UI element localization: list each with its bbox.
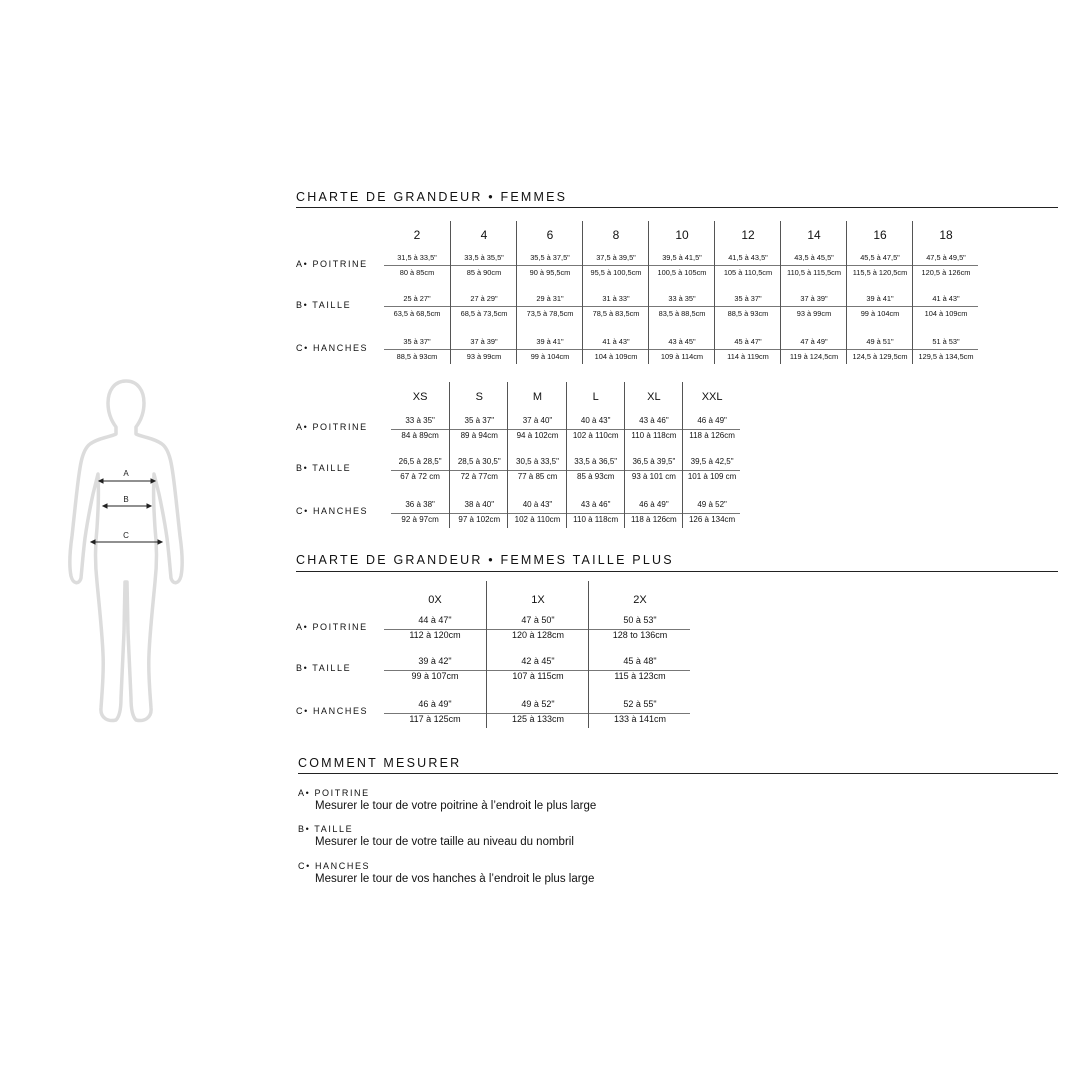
cell-cm: 77 à 85 cm — [517, 472, 558, 481]
cell-cm: 78,5 à 83,5cm — [592, 309, 640, 318]
size-column-xl — [624, 382, 683, 528]
section-title-comment-mesurer: COMMENT MESURER — [298, 756, 462, 770]
cell-inches: 31,5 à 33,5" — [397, 253, 437, 262]
cell-cm: 88,5 à 93cm — [396, 352, 438, 361]
size-header: L — [592, 391, 599, 403]
cell-cm: 101 à 109 cm — [687, 472, 737, 481]
cell-cm: 112 à 120cm — [409, 630, 461, 640]
cell-cm: 125 à 133cm — [511, 714, 565, 724]
row-label: C• HANCHES — [296, 506, 369, 516]
how-item-poitrine — [298, 788, 596, 812]
cell-cm: 104 à 109cm — [594, 352, 638, 361]
cell-cm: 120 à 128cm — [511, 630, 565, 640]
cell-cm: 110,5 à 115,5cm — [787, 268, 841, 277]
cell-cm: 118 à 126cm — [689, 431, 735, 440]
cell-inches: 46 à 49" — [418, 699, 452, 709]
size-column-l — [566, 382, 625, 528]
cell-cm: 109 à 114cm — [660, 352, 704, 361]
marker-a: A — [123, 469, 129, 478]
cell-cm: 92 à 97cm — [401, 515, 439, 524]
cell-cm: 97 à 102cm — [458, 515, 501, 524]
cell-cm: 93 à 99cm — [466, 352, 502, 361]
size-header: 6 — [546, 228, 554, 242]
cell-inches: 52 à 55" — [623, 699, 657, 709]
how-item-hanches — [298, 861, 594, 885]
size-table-numeric — [296, 221, 978, 364]
size-column-xs — [391, 382, 449, 528]
size-header: XXL — [701, 391, 723, 403]
cell-cm: 95,5 à 100,5cm — [590, 268, 642, 277]
row-label: C• HANCHES — [296, 706, 369, 716]
size-header: 2X — [633, 594, 647, 606]
cell-cm: 93 à 101 cm — [631, 472, 676, 481]
cell-inches: 36 à 38" — [405, 500, 435, 509]
cell-cm: 94 à 102cm — [516, 431, 559, 440]
cell-cm: 129,5 à 134,5cm — [918, 352, 974, 361]
size-column-1x — [486, 581, 589, 728]
cell-inches: 37,5 à 39,5" — [596, 253, 636, 262]
cell-inches: 35 à 37" — [734, 294, 762, 303]
cell-cm: 107 à 115cm — [512, 671, 564, 681]
cell-inches: 39,5 à 42,5" — [690, 457, 734, 466]
cell-inches: 49 à 52" — [521, 699, 555, 709]
cell-inches: 39 à 41" — [866, 294, 894, 303]
cell-cm: 115,5 à 120,5cm — [852, 268, 908, 277]
section-rule — [296, 207, 1058, 208]
cell-inches: 38 à 40" — [464, 500, 495, 509]
how-item-taille — [298, 824, 574, 848]
cell-cm: 128 to 136cm — [612, 630, 668, 640]
cell-inches: 33 à 35" — [405, 416, 435, 425]
size-header: XL — [647, 391, 661, 403]
cell-cm: 99 à 107cm — [411, 671, 459, 681]
cell-inches: 45 à 47" — [734, 337, 762, 346]
marker-b: B — [123, 495, 129, 504]
cell-inches: 50 à 53" — [623, 615, 657, 625]
cell-inches: 43 à 46" — [639, 416, 669, 425]
cell-cm: 119 à 124,5cm — [789, 352, 839, 361]
row-label: B• TAILLE — [296, 300, 352, 310]
how-label: A• POITRINE — [298, 788, 370, 798]
body-silhouette-icon — [66, 378, 186, 726]
cell-cm: 80 à 85cm — [399, 268, 435, 277]
cell-inches: 35 à 37" — [464, 416, 495, 425]
cell-inches: 41,5 à 43,5" — [728, 253, 768, 262]
silhouette-outline — [70, 381, 182, 721]
size-header: XS — [412, 391, 428, 403]
cell-inches: 33,5 à 36,5" — [574, 457, 618, 466]
cell-cm: 67 à 72 cm — [400, 472, 440, 481]
cell-inches: 42 à 45" — [521, 656, 555, 666]
cell-cm: 115 à 123cm — [614, 671, 666, 681]
size-header: 16 — [873, 228, 887, 242]
size-header: 0X — [428, 594, 442, 606]
cell-inches: 41 à 43" — [932, 294, 960, 303]
cell-cm: 124,5 à 129,5cm — [852, 352, 908, 361]
cell-inches: 39 à 41" — [536, 337, 564, 346]
cell-inches: 43 à 46" — [580, 500, 611, 509]
cell-cm: 73,5 à 78,5cm — [526, 309, 574, 318]
cell-inches: 43,5 à 45,5" — [794, 253, 834, 262]
cell-cm: 100,5 à 105cm — [657, 268, 707, 277]
cell-inches: 31 à 33" — [602, 294, 630, 303]
cell-inches: 51 à 53" — [932, 337, 960, 346]
size-header: 18 — [939, 228, 953, 242]
cell-inches: 33 à 35" — [668, 294, 696, 303]
size-column-xxl — [682, 382, 741, 528]
cell-inches: 36,5 à 39,5" — [632, 457, 676, 466]
cell-inches: 40 à 43" — [580, 416, 611, 425]
cell-inches: 41 à 43" — [602, 337, 630, 346]
row-label: C• HANCHES — [296, 343, 369, 353]
cell-inches: 37 à 39" — [800, 294, 828, 303]
cell-inches: 47,5 à 49,5" — [926, 253, 966, 262]
how-label: B• TAILLE — [298, 824, 354, 834]
size-column-18 — [912, 221, 979, 364]
cell-inches: 26,5 à 28,5" — [398, 457, 442, 466]
cell-inches: 45 à 48" — [623, 656, 657, 666]
cell-cm: 83,5 à 88,5cm — [658, 309, 706, 318]
cell-cm: 90 à 95,5cm — [529, 268, 571, 277]
cell-cm: 99 à 104cm — [860, 309, 900, 318]
cell-cm: 117 à 125cm — [409, 714, 461, 724]
cell-cm: 133 à 141cm — [613, 714, 667, 724]
size-column-12 — [714, 221, 781, 364]
size-table-letter — [296, 382, 740, 528]
cell-cm: 120,5 à 126cm — [921, 268, 971, 277]
row-label: B• TAILLE — [296, 663, 352, 673]
cell-inches: 28,5 à 30,5" — [457, 457, 501, 466]
cell-cm: 63,5 à 68,5cm — [393, 309, 441, 318]
size-column-4 — [450, 221, 517, 364]
cell-cm: 99 à 104cm — [530, 352, 570, 361]
row-label: B• TAILLE — [296, 463, 352, 473]
size-column-8 — [582, 221, 649, 364]
section-title-taille-plus: CHARTE DE GRANDEUR • FEMMES TAILLE PLUS — [296, 553, 674, 567]
cell-inches: 47 à 50" — [521, 615, 555, 625]
cell-cm: 88,5 à 93cm — [727, 309, 769, 318]
section-rule — [298, 773, 1058, 774]
cell-inches: 30,5 à 33,5" — [516, 457, 559, 466]
cell-inches: 44 à 47" — [418, 615, 452, 625]
cell-inches: 37 à 39" — [470, 337, 498, 346]
cell-cm: 84 à 89cm — [401, 431, 439, 440]
size-column-16 — [846, 221, 913, 364]
size-header: 8 — [612, 228, 620, 242]
cell-cm: 93 à 99cm — [796, 309, 832, 318]
cell-inches: 49 à 51" — [866, 337, 894, 346]
how-label: C• HANCHES — [298, 861, 371, 871]
how-text: Mesurer le tour de votre taille au niveau du nombril — [315, 836, 574, 848]
row-label: A• POITRINE — [296, 422, 368, 432]
cell-inches: 35,5 à 37,5" — [530, 253, 570, 262]
cell-inches: 35 à 37" — [403, 337, 431, 346]
size-column-6 — [516, 221, 583, 364]
size-column-m — [507, 382, 566, 528]
cell-cm: 110 à 118cm — [573, 515, 619, 524]
how-text: Mesurer le tour de votre poitrine à l’endroit le plus large — [315, 800, 597, 812]
cell-cm: 118 à 126cm — [631, 515, 677, 524]
cell-cm: 102 à 110cm — [514, 515, 561, 524]
cell-inches: 37 à 40" — [522, 416, 553, 425]
cell-inches: 29 à 31" — [536, 294, 564, 303]
cell-cm: 89 à 94cm — [460, 431, 498, 440]
cell-inches: 39,5 à 41,5" — [662, 253, 702, 262]
size-header: 10 — [675, 228, 689, 242]
marker-c: C — [123, 531, 129, 540]
row-label: A• POITRINE — [296, 622, 368, 632]
cell-inches: 27 à 29" — [470, 294, 498, 303]
cell-inches: 49 à 52" — [697, 500, 727, 509]
size-column-2 — [384, 221, 450, 364]
cell-cm: 105 à 110,5cm — [723, 268, 773, 277]
size-header: M — [532, 391, 543, 403]
cell-cm: 68,5 à 73,5cm — [460, 309, 508, 318]
size-header: 1X — [531, 594, 545, 606]
cell-cm: 110 à 118cm — [631, 431, 677, 440]
cell-inches: 40 à 43" — [522, 500, 553, 509]
cell-cm: 126 à 134cm — [688, 515, 736, 524]
size-header: 12 — [741, 228, 755, 242]
cell-cm: 102 à 110cm — [572, 431, 619, 440]
row-label: A• POITRINE — [296, 259, 368, 269]
cell-cm: 85 à 90cm — [466, 268, 502, 277]
size-column-s — [449, 382, 508, 528]
cell-inches: 46 à 49" — [639, 500, 669, 509]
cell-inches: 33,5 à 35,5" — [464, 253, 504, 262]
size-table-plus — [296, 581, 690, 728]
size-column-0x — [384, 581, 486, 728]
size-header: 14 — [807, 228, 821, 242]
cell-inches: 46 à 49" — [697, 416, 727, 425]
cell-cm: 72 à 77cm — [460, 472, 498, 481]
cell-cm: 114 à 119cm — [727, 352, 769, 361]
size-header: 2 — [413, 228, 421, 242]
size-column-10 — [648, 221, 715, 364]
size-header: S — [475, 391, 483, 403]
cell-cm: 85 à 93cm — [577, 472, 615, 481]
size-column-2x — [588, 581, 691, 728]
cell-inches: 25 à 27" — [403, 294, 431, 303]
section-rule — [296, 571, 1058, 572]
cell-cm: 104 à 109cm — [924, 309, 968, 318]
cell-inches: 47 à 49" — [800, 337, 828, 346]
how-text: Mesurer le tour de vos hanches à l’endroit le plus large — [315, 873, 595, 885]
section-title-femmes: CHARTE DE GRANDEUR • FEMMES — [296, 190, 568, 204]
cell-inches: 39 à 42" — [418, 656, 452, 666]
cell-inches: 43 à 45" — [668, 337, 696, 346]
size-header: 4 — [480, 228, 488, 242]
cell-inches: 45,5 à 47,5" — [860, 253, 900, 262]
size-column-14 — [780, 221, 847, 364]
